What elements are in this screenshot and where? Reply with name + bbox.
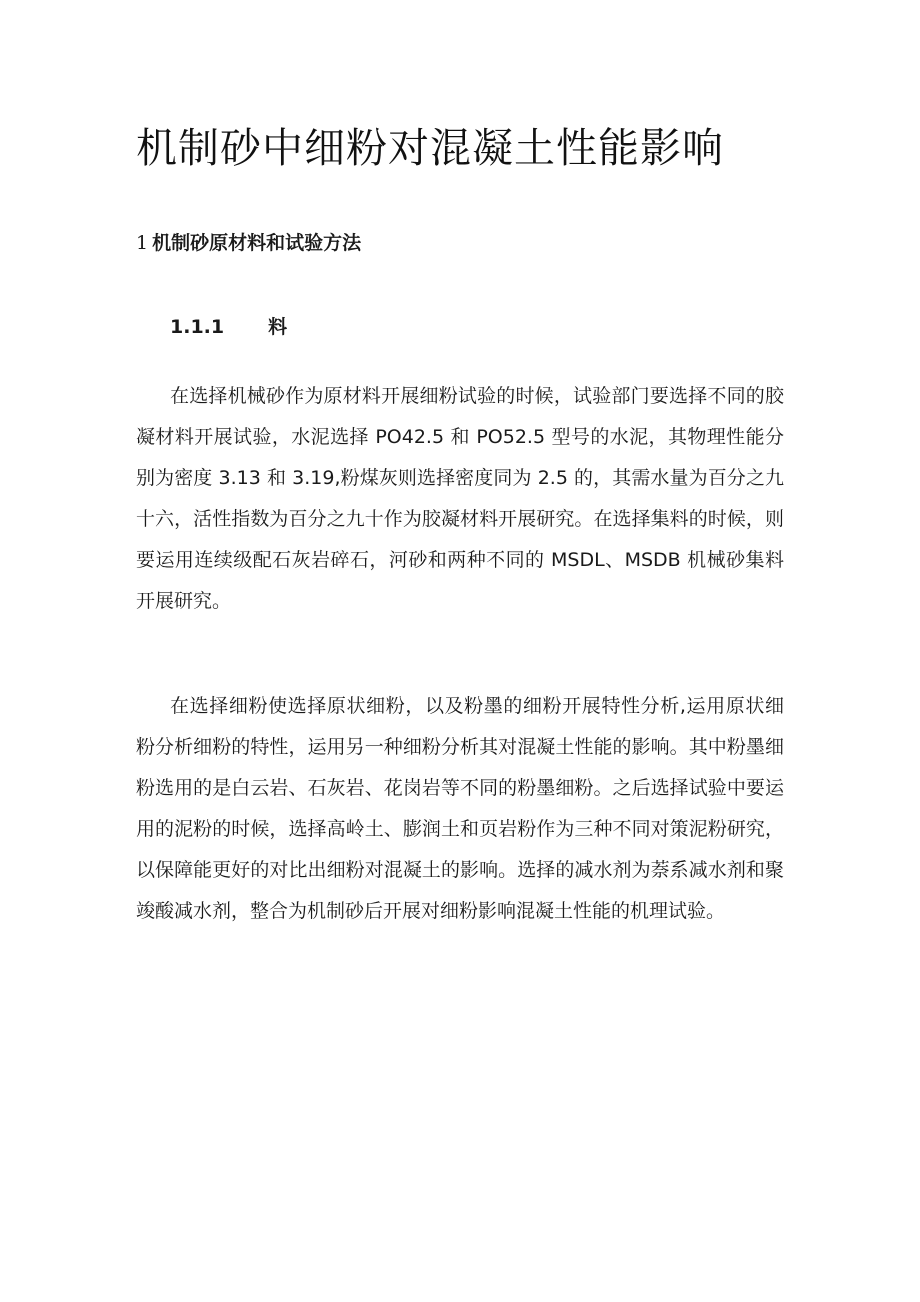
document-title: 机制砂中细粉对混凝土性能影响 bbox=[136, 124, 724, 172]
subsection-title: 料 bbox=[268, 316, 288, 338]
subsection-heading bbox=[170, 310, 287, 344]
subsection-number: 1.1.1 bbox=[170, 316, 225, 338]
body-paragraph-fine-powder: 在选择细粉使选择原状细粉，以及粉墨的细粉开展特性分析,运用原状细粉分析细粉的特性，运用另一种细粉分析其对混凝土性能的影响。其中粉墨细粉选用的是白云岩、石灰岩、花岗岩等不同的粉墨细粉。之后选择试验中要运用的泥粉的时候，选择高岭土、膨润土和页岩粉作为三种不同对策泥粉研究，以保障能更好的对比出细粉对混凝土的影响。选择的减水剂为萘系减水剂和聚竣酸减水剂，整合为机制砂后开展对细粉影响混凝土性能的机理试验。 bbox=[136, 695, 784, 922]
section-number: 1 bbox=[136, 232, 149, 254]
body-paragraph-materials: 在选择机械砂作为原材料开展细粉试验的时候，试验部门要选择不同的胶凝材料开展试验，水泥选择 PO42.5 和 PO52.5 型号的水泥，其物理性能分别为密度 3.13 和 3.19,粉煤灰则选择密度同为 2.5 的，其需水量为百分之九十六，活性指数为百分之九十作为胶凝材料开展研究。在选择集料的时候，则要运用连续级配石灰岩碎石，河砂和两种不同的 MSDL、MSDB 机械砂集料开展研究。 bbox=[136, 385, 784, 612]
section-heading bbox=[136, 226, 361, 260]
section-title: 机制砂原材料和试验方法 bbox=[152, 232, 362, 254]
